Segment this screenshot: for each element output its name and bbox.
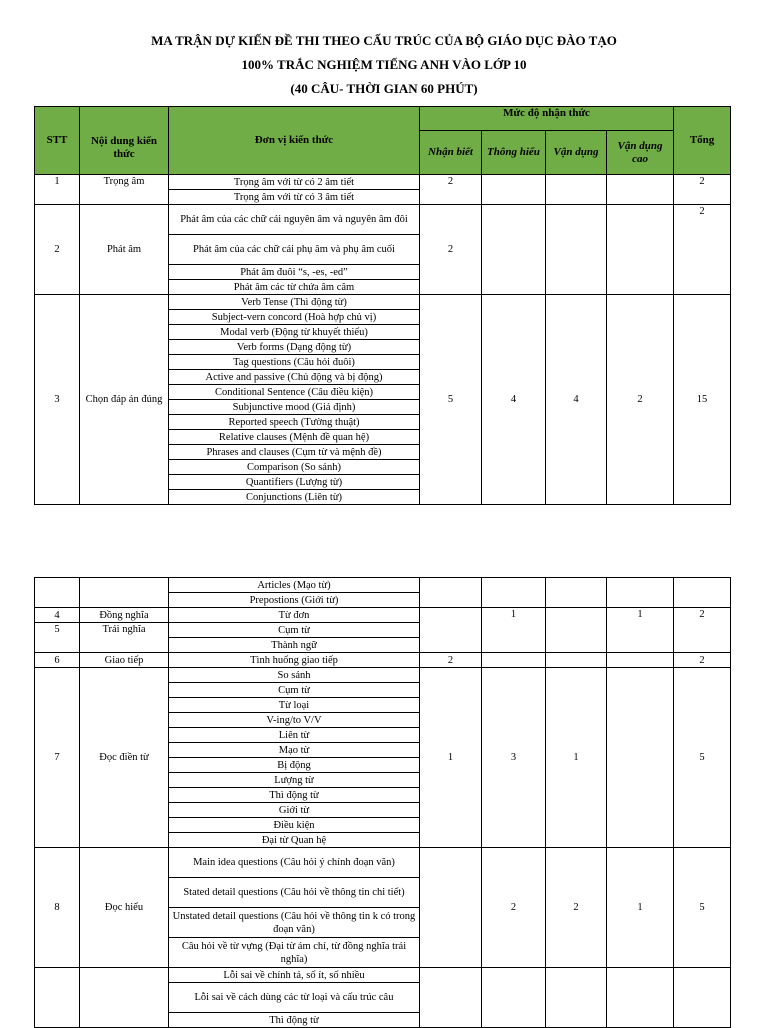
doc-title-1: MA TRẬN DỰ KIẾN ĐỀ THI THEO CẤU TRÚC CỦA BỘ GIÁO DỤC ĐÀO TẠO	[151, 33, 617, 48]
unit-cell: Conjunctions (Liên từ)	[169, 490, 420, 505]
vd-cell	[546, 653, 607, 668]
nb-cell: 2	[420, 205, 482, 295]
unit-cell: Verb Tense (Thì động từ)	[169, 295, 420, 310]
unit-cell: Liên từ	[169, 728, 420, 743]
table-row	[35, 578, 731, 593]
stt-cell: 5	[35, 623, 80, 653]
content-cell: Đọc hiểu	[80, 848, 169, 968]
th-cell: 2	[482, 848, 546, 968]
content-cell: Trọng âm	[80, 175, 169, 205]
header-total: Tổng	[674, 107, 731, 175]
stt-cell: 3	[35, 295, 80, 505]
unit-cell: Relative clauses (Mệnh đề quan hệ)	[169, 430, 420, 445]
table-row	[35, 608, 731, 623]
unit-cell: Thì động từ	[169, 788, 420, 803]
total-cell: 2	[674, 205, 731, 295]
unit-cell: Stated detail questions (Câu hỏi về thông tin chi tiết)	[169, 878, 420, 908]
unit-cell: Phát âm của các chữ cái phụ âm và phụ âm cuối	[169, 235, 420, 265]
unit-cell: Phát âm đuôi “s, -es, -ed”	[169, 265, 420, 280]
unit-cell: Lỗi sai về cách dùng các từ loại và cấu trúc câu	[169, 983, 420, 1013]
matrix-table-2	[34, 577, 731, 1028]
unit-cell: Bị động	[169, 758, 420, 773]
unit-cell: Subject-vern concord (Hoà hợp chủ vị)	[169, 310, 420, 325]
stt-cell: 7	[35, 668, 80, 848]
unit-cell: Reported speech (Tường thuật)	[169, 415, 420, 430]
unit-cell: Phát âm của các chữ cái nguyên âm và nguyên âm đôi	[169, 205, 420, 235]
header-stt: STT	[35, 107, 80, 175]
header-level-nb: Nhận biết	[420, 131, 482, 175]
unit-cell: Modal verb (Động từ khuyết thiếu)	[169, 325, 420, 340]
table-row	[35, 668, 731, 683]
content-cell: Giao tiếp	[80, 653, 169, 668]
nb-cell	[420, 608, 482, 653]
content-cell: Đọc điền từ	[80, 668, 169, 848]
unit-cell: Mạo từ	[169, 743, 420, 758]
unit-cell: Câu hỏi về từ vựng (Đại từ ám chỉ, từ đồng nghĩa trái nghĩa)	[169, 938, 420, 968]
unit-cell: Active and passive (Chủ động và bị động)	[169, 370, 420, 385]
total-cell: 5	[674, 848, 731, 968]
unit-cell: So sánh	[169, 668, 420, 683]
unit-cell: Giới từ	[169, 803, 420, 818]
unit-cell: V-ing/to V/V	[169, 713, 420, 728]
th-cell	[482, 205, 546, 295]
table-row	[35, 205, 731, 235]
nb-cell: 2	[420, 175, 482, 205]
unit-cell: Phát âm các từ chứa âm câm	[169, 280, 420, 295]
table-row	[35, 968, 731, 983]
vd-cell: 2	[546, 848, 607, 968]
content-cell	[80, 968, 169, 1028]
stt-cell: 8	[35, 848, 80, 968]
matrix-table-1	[34, 106, 731, 505]
header-unit: Đơn vị kiến thức	[169, 107, 420, 175]
unit-cell: Verb forms (Dạng động từ)	[169, 340, 420, 355]
content-cell: Trái nghĩa	[80, 623, 169, 653]
unit-cell: Prepostions (Giới từ)	[169, 593, 420, 608]
content-cell: Chọn đáp án đúng	[80, 295, 169, 505]
nb-cell	[420, 848, 482, 968]
total-cell: 2	[674, 175, 731, 205]
vdc-cell: 1	[607, 848, 674, 968]
th-cell	[482, 175, 546, 205]
vdc-cell	[607, 668, 674, 848]
stt-cell: 2	[35, 205, 80, 295]
unit-cell: Quantifiers (Lượng từ)	[169, 475, 420, 490]
nb-cell: 1	[420, 668, 482, 848]
unit-cell: Comparison (So sánh)	[169, 460, 420, 475]
unit-cell: Lượng từ	[169, 773, 420, 788]
unit-cell: Conditional Sentence (Câu điều kiện)	[169, 385, 420, 400]
content-cell: Đồng nghĩa	[80, 608, 169, 623]
vdc-cell: 2	[607, 295, 674, 505]
nb-cell: 2	[420, 653, 482, 668]
vd-cell: 1	[546, 668, 607, 848]
header-level-vd: Vận dụng	[546, 131, 607, 175]
vd-cell	[546, 608, 607, 653]
unit-cell: Điều kiện	[169, 818, 420, 833]
stt-cell: 6	[35, 653, 80, 668]
nb-cell: 5	[420, 295, 482, 505]
header-level-vdc: Vận dụng cao	[607, 131, 674, 175]
th-cell	[482, 653, 546, 668]
unit-cell: Đại từ Quan hệ	[169, 833, 420, 848]
total-cell: 2	[674, 653, 731, 668]
total-cell: 15	[674, 295, 731, 505]
doc-title-3: (40 CÂU- THỜI GIAN 60 PHÚT)	[290, 81, 478, 96]
total-cell: 5	[674, 668, 731, 848]
unit-cell: Thì động từ	[169, 1013, 420, 1028]
header-content: Nội dung kiến thức	[80, 107, 169, 175]
stt-cell: 1	[35, 175, 80, 205]
doc-title-2: 100% TRẮC NGHIỆM TIẾNG ANH VÀO LỚP 10	[241, 57, 527, 72]
unit-cell: Subjunctive mood (Giả định)	[169, 400, 420, 415]
vdc-cell	[607, 175, 674, 205]
unit-cell: Từ đơn	[169, 608, 420, 623]
unit-cell: Cụm từ	[169, 683, 420, 698]
unit-cell: Tình huống giao tiếp	[169, 653, 420, 668]
unit-cell: Từ loại	[169, 698, 420, 713]
unit-cell: Phrases and clauses (Cụm từ và mệnh đề)	[169, 445, 420, 460]
unit-cell: Trọng âm với từ có 2 âm tiết	[169, 175, 420, 190]
stt-cell	[35, 578, 80, 608]
total-cell: 2	[674, 608, 731, 653]
stt-cell: 4	[35, 608, 80, 623]
unit-cell: Main idea questions (Câu hỏi ý chính đoạn văn)	[169, 848, 420, 878]
unit-cell: Tag questions (Câu hỏi đuôi)	[169, 355, 420, 370]
unit-cell: Thành ngữ	[169, 638, 420, 653]
table-row	[35, 175, 731, 190]
unit-cell: Trọng âm với từ có 3 âm tiết	[169, 190, 420, 205]
unit-cell: Unstated detail questions (Câu hỏi về thông tin k có trong đoạn văn)	[169, 908, 420, 938]
header-levels-group: Mức độ nhận thức	[420, 107, 674, 131]
table-row	[35, 848, 731, 878]
stt-cell	[35, 968, 80, 1028]
header-level-th: Thông hiểu	[482, 131, 546, 175]
content-cell: Phát âm	[80, 205, 169, 295]
vdc-cell	[607, 205, 674, 295]
unit-cell: Cụm từ	[169, 623, 420, 638]
vdc-cell	[607, 653, 674, 668]
vdc-cell: 1	[607, 608, 674, 653]
content-cell	[80, 578, 169, 608]
th-cell: 3	[482, 668, 546, 848]
vd-cell: 4	[546, 295, 607, 505]
th-cell: 4	[482, 295, 546, 505]
unit-cell: Articles (Mạo từ)	[169, 578, 420, 593]
th-cell: 1	[482, 608, 546, 653]
table-row	[35, 295, 731, 310]
unit-cell: Lỗi sai về chính tả, số ít, số nhiều	[169, 968, 420, 983]
table-row	[35, 653, 731, 668]
vd-cell	[546, 175, 607, 205]
vd-cell	[546, 205, 607, 295]
